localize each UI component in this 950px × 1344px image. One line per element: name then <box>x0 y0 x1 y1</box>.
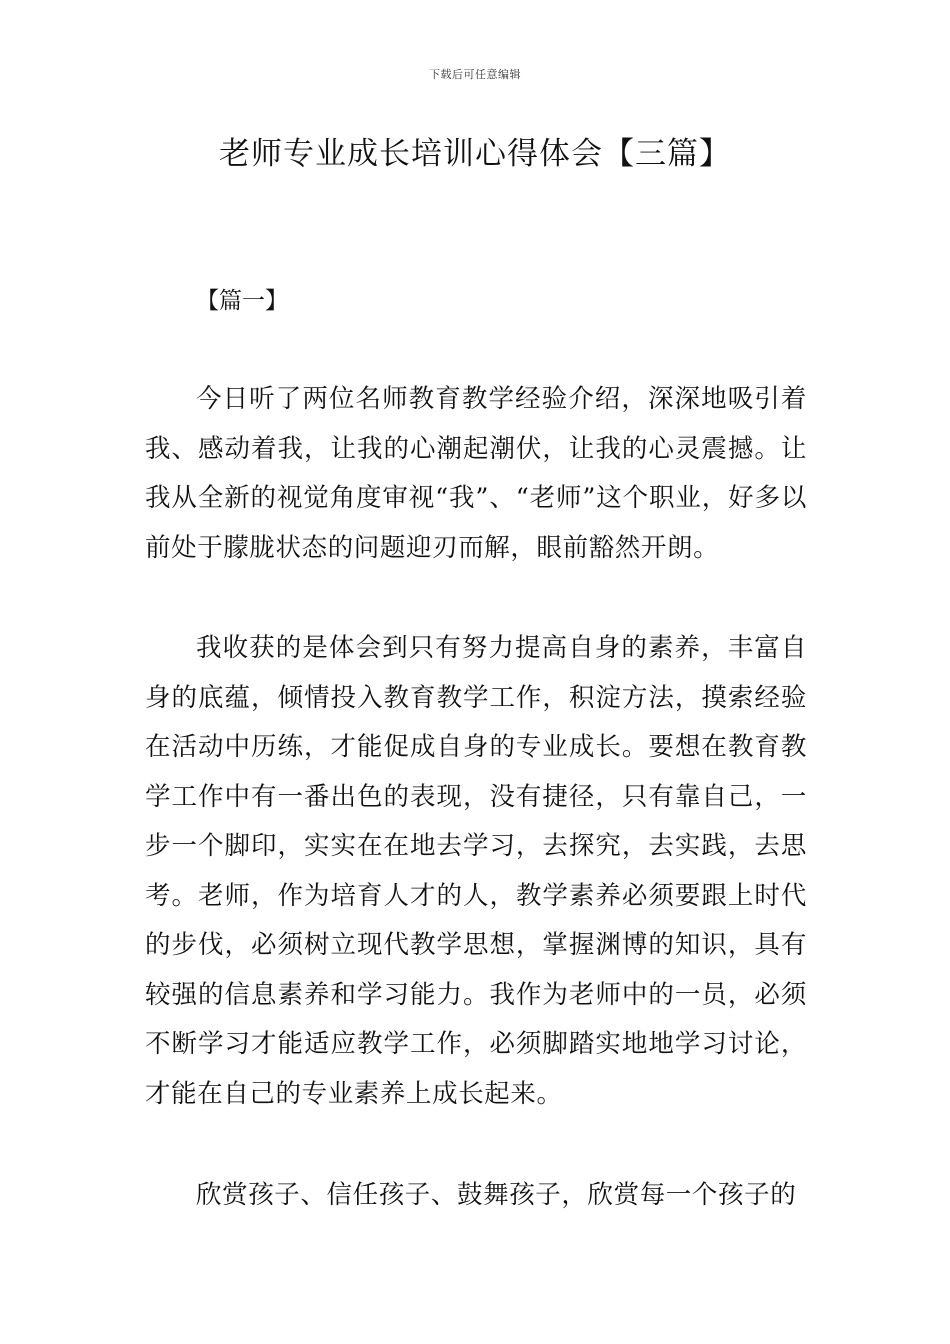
paragraph-3: 欣赏孩子、信任孩子、鼓舞孩子，欣赏每一个孩子的 <box>196 1180 797 1210</box>
paragraph-2: 我收获的是体会到只有努力提高自身的素养，丰富自身的底蕴，倾情投入教育教学工作，积淀方法，摸索经验在活动中历练，才能促成自身的专业成长。要想在教育教学工作中有一番出色的表现，没有捷径，只有靠自己，一步一个脚印，实实在在地去学习，去探究，去实践，去思考。老师，作为培育人才的人，教学素养必须要跟上时代的步伐，必须树立现代教学思想，掌握渊博的知识，具有较强的信息素养和学习能力。我作为老师中的一员，必须不断学习才能适应教学工作，必须脚踏实地地学习讨论，才能在自己的专业素养上成长起来。 <box>145 633 807 1109</box>
header-note: 下载后可任意编辑 <box>429 68 521 81</box>
paragraph-1: 今日听了两位名师教育教学经验介绍，深深地吸引着我、感动着我，让我的心潮起潮伏，让我的心灵震撼。让我从全新的视觉角度审视“我”、“老师”这个职业，好多以前处于朦胧状态的问题迎刃而解，眼前豁然开朗。 <box>145 384 807 563</box>
document-title: 老师专业成长培训心得体会【三篇】 <box>219 136 731 172</box>
section-heading: 【篇一】 <box>196 288 288 314</box>
